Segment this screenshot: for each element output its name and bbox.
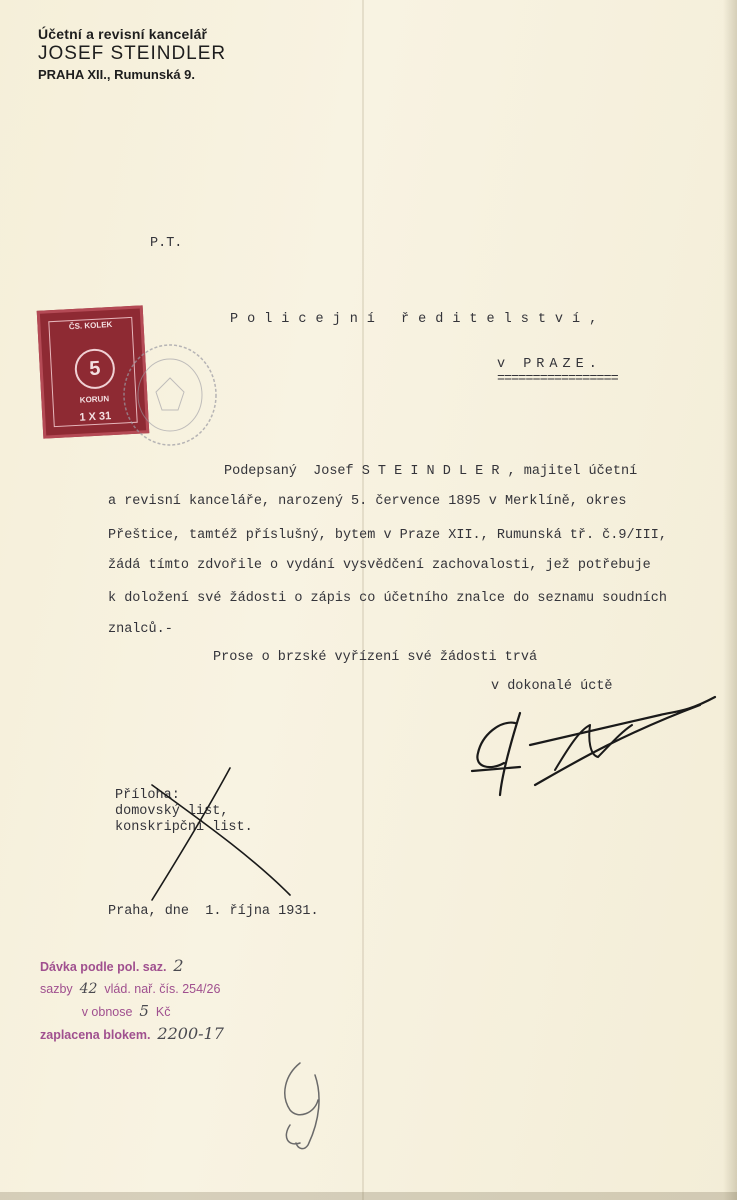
fee-row-4	[40, 1023, 224, 1046]
stamp-top-text: ČS. KOLEK	[68, 319, 113, 332]
body-line-2: a revisní kanceláře, narozený 5. července 1895 v Merklíně, okres	[108, 494, 627, 509]
closing-line: v dokonalé úctě	[491, 679, 613, 694]
fee-row1-value: 2	[173, 956, 184, 975]
addressee-underline: =================	[497, 372, 618, 387]
fee-row-1	[40, 955, 224, 978]
addressee-line1: Policejní ředitelství,	[230, 312, 607, 327]
attachment-heading: Příloha:	[115, 788, 180, 803]
fee-row4-label: zaplacena blokem.	[40, 1028, 151, 1042]
stamp-value: 5	[74, 348, 116, 390]
fee-row3-value: 5	[139, 1002, 149, 1020]
letterhead-address: PRAHA XII., Rumunská 9.	[38, 67, 195, 82]
fee-row3-label: v obnose	[81, 1005, 133, 1019]
fee-row2-value: 42	[79, 981, 98, 997]
body-line-6: znalců.-	[108, 622, 173, 637]
fee-row2-label: sazby	[40, 982, 73, 996]
body-line-3: Přeštice, tamtéž příslušný, bytem v Praze XII., Rumunská tř. č.9/III,	[108, 528, 667, 543]
fee-row3-unit: Kč	[155, 1005, 171, 1019]
stamp-cancel-date: 1 X 31	[79, 410, 112, 424]
letterhead-name: JOSEF STEINDLER	[38, 43, 227, 64]
fee-row1-label: Dávka podle pol. saz.	[40, 960, 167, 974]
fee-row4-value: 2200-17	[157, 1024, 224, 1043]
signature	[460, 675, 730, 825]
body-paragraph-2: Prose o brzské vyřízení své žádosti trvá	[213, 650, 538, 665]
letterhead-office: Účetní a revisní kancelář	[38, 26, 208, 42]
cross-mark	[130, 760, 330, 910]
attachment-item-1: domovský list,	[115, 804, 229, 819]
date-line: Praha, dne 1. října 1931.	[108, 904, 319, 919]
handwritten-initials	[260, 1055, 350, 1155]
stamp-bottom-text: KORUN	[79, 394, 110, 405]
fee-stamp	[40, 955, 224, 1046]
addressee-line2: v PRAZE.	[497, 357, 602, 372]
letterhead	[38, 26, 226, 82]
body-line-5: k doložení své žádosti o zápis co účetního znalce do seznamu soudních	[108, 591, 667, 606]
body-line-1: Podepsaný Josef S T E I N D L E R , majitel účetní	[224, 464, 638, 479]
attachment-item-2: konskripční list.	[115, 820, 253, 835]
postmark-seal	[118, 340, 218, 450]
fee-row2-rest: vlád. nař. čís. 254/26	[104, 982, 221, 996]
fee-row-2	[40, 978, 224, 1000]
paper-edge-right	[723, 0, 737, 1200]
paper-edge-bottom	[0, 1192, 737, 1200]
fee-row-3	[40, 1000, 224, 1023]
body-line-4: žádá tímto zdvořile o vydání vysvědčení zachovalosti, jež potřebuje	[108, 558, 651, 573]
salutation: P.T.	[150, 236, 183, 251]
